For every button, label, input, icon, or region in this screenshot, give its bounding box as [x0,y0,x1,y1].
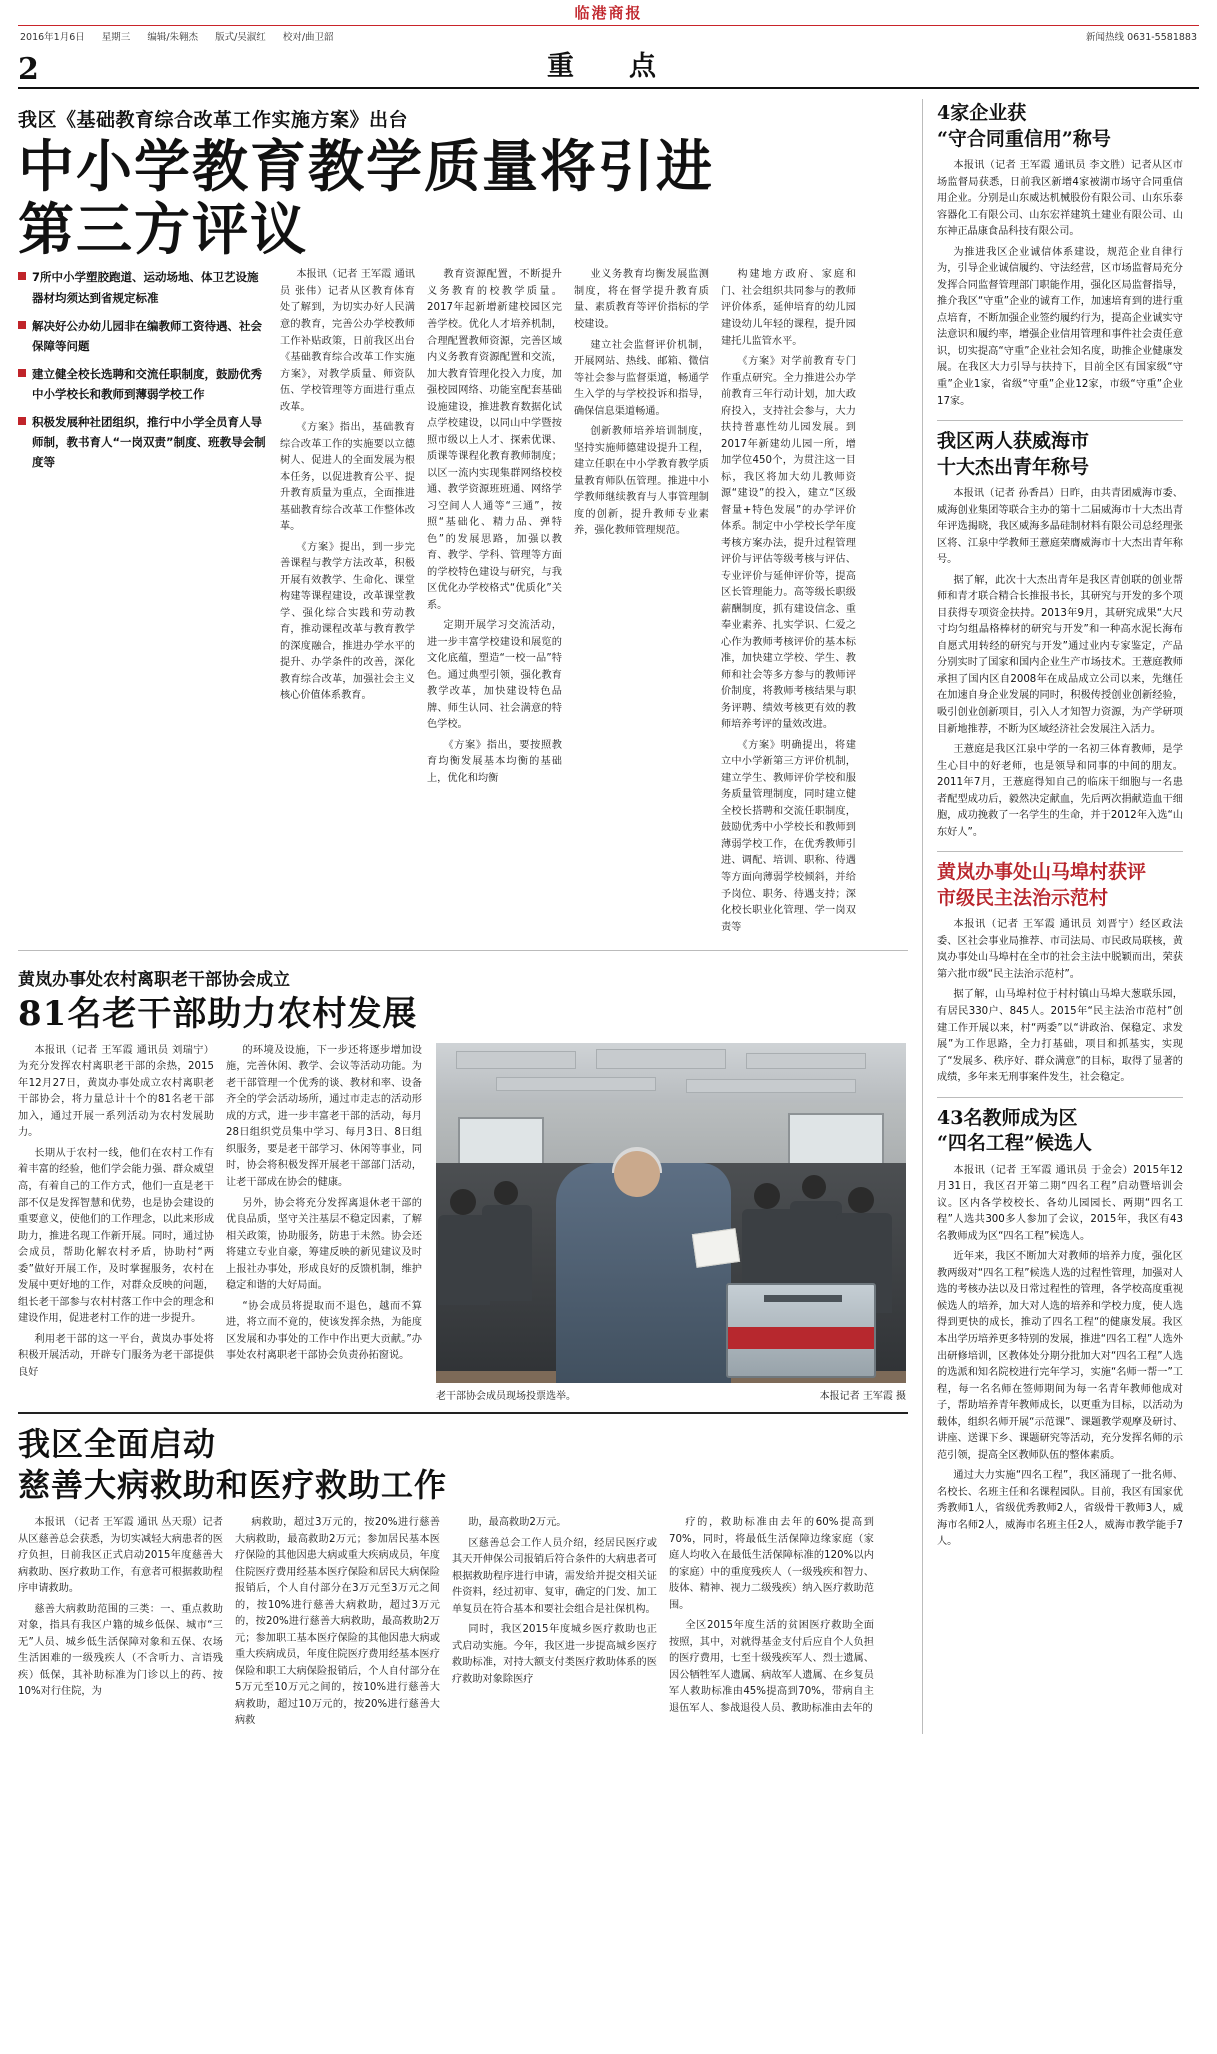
rail-story-1 [937,101,1183,410]
third-story-headline [18,1424,908,1507]
rail-story-3 [937,860,1183,1086]
paragraph: 区慈善总会工作人员介绍，经居民医疗或其天开伸保公司报销后符合条件的大病患者可根据救助程序进行申请，需发给并提交相关证件资料，经过初审、复审，确定的门发、加工单复员在符合基本和要社会组合是社保机构。 [452,1537,657,1615]
paragraph: 创新教师培养培训制度，坚持实施师德建设提升工程，建立任职在中小学教育教学质量教育师队伍管理。推进中小学教师继续教育与人事管理制度的创新，提升教师专业素养，强化教师管理规范。 [574,426,709,537]
rail-story-4-title [937,1106,1183,1157]
masthead-left-info [20,29,348,43]
page-number: 2 [18,52,39,87]
paragraph: 全区2015年度生活的贫困医疗救助全面按照，其中，对就得基金支付后应自个人负担的医疗费用，七至十级残疾军人、烈士遗属、因公牺牲军人遗属、病故军人遗属、在乡复员军人救助标准由45%提高到70%，带病自主退伍军人、参战退役人员、教助标准由去年的 [669,1620,874,1714]
photo-ceiling [436,1043,906,1107]
divider-thick [18,1412,908,1414]
paragraph: 《方案》提出，到一步完善课程与教学方法改革，积极开展有效教学、生命化、课堂构建等课程建设，改革课堂教学、强化综合实践和劳动教育，推动课程改革与教育教学的深度融合，推进办学水平的提升、办学条件的改善，深化教育综合改革，加强社会主义核心价值体系教育。 [280,541,415,702]
photo-ballot-box [726,1283,876,1378]
second-story-column-1 [18,1043,214,1402]
rail-story-4-body [937,1163,1183,1551]
paragraph: 本报讯（记者 王军霞 通讯员 李文胜）记者从区市场监督局获悉，日前我区新增4家被湖市场守合同重信用企业。分别是山东威达机械股份有限公司、山东乐泰容器化工有限公司、山东宏祥建筑土建业有限公司、山东神正晶康食品科技有限公司。 [937,160,1183,238]
paragraph: 建立社会监督评价机制，开展网站、热线、邮箱、微信等社会参与监督渠道，畅通学生入学的与学校投诉和指导，确保信息渠道畅通。 [574,339,709,417]
photo-ballot-paper [692,1228,740,1268]
second-story-headline: 81名老干部助力农村发展 [18,994,418,1035]
news-photo [436,1043,906,1383]
lead-column-1 [280,267,415,940]
paragraph: 定期开展学习交流活动，进一步丰富学校建设和展览的文化底蕴，塑造“一校一品”特色。通过典型引领，强化教育教学改革，加快建设特色品牌、师生认同、社会满意的特色学校。 [427,620,562,731]
lead-column-3 [574,267,709,940]
paragraph: 本报讯 （记者 王军霞 通讯 丛天璟）记者从区慈善总会获悉，为切实减轻大病患者的医疗负担，日前我区正式启动2015年度慈善大病救助、医疗救助工作，有意者可根据救助程序申请救助。 [18,1517,223,1595]
paragraph: 教育资源配置，不断提升义务教育的校教学质量。2017年起新增新建校园区完善学校。优化人才培养机制，合理配置教师资源，完善区域内义务教育资源配置和交流，加大教育管理化投入力度，加强校园网络、功能室配套基础设施建设，推进教育数据化试点学校建设，以同山中学暨按照市级以上人才、探索优课、质课等课程化教育教师制度；以区一流内实现集群网络校校通、教学资源班班通、网络学习空间人人通等“三通”，按照“基础化、精力品、弹特色”的发展思路，加强以教育、教学、学科、管理等方面的学校特色建设与研究，与我区优化办学校格式“优质化”关系。 [427,269,562,611]
paragraph: 病救助，超过3万元的，按20%进行慈善大病救助，最高救助2万元；参加居民基本医疗保险的其他因患大病或重大疾病成员，年度住院医疗费用经基本医疗保险和居民大病保险报销后，个人自付部分在3万元至3万元之间的，按10%进行慈善大病救助，超过3万元的，按20%进行慈善大病救助，最高救助2万元；参加职工基本医疗保险的其他因患大病或重大疾病成员，年度住院医疗费用经基本医疗保险和职工大病保险报销后，个人自付部分在5万元至10万元之间的，按10%进行慈善大病救助，超过10万元的，按20%进行慈善大病救 [235,1517,440,1727]
second-story [18,965,908,1402]
publish-date: 2016年1月6日 [20,32,85,43]
photo-credit: 本报记者 王军霞 摄 [819,1390,906,1402]
paragraph: 本报讯（记者 王军霞 通讯员 刘瑞宁）为充分发挥农村离职老干部的余热，2015年12月27日，黄岚办事处成立农村离职老干部协会，将力量总计十个的81名老干部加入，通过开展一系列活动为农村发展助力。 [18,1044,214,1139]
list-item: 建立健全校长选聘和交流任职制度，鼓励优秀中小学校长和教师到薄弱学校工作 [18,364,268,404]
third-story-headline-line-1: 我区全面启动 [18,1424,217,1463]
third-story-headline-line-2: 慈善大病救助和医疗救助工作 [18,1466,448,1505]
paragraph: “协会成员将提取而不退色，越而不算进，将立而不竟的，使该发挥余热，为能度区发展和办事处的工作中作出更大贡献。”办事处农村离职老干部协会负责孙拓窗说。 [226,1300,422,1362]
third-story-columns [18,1515,908,1734]
newspaper-logo: 临港商报 [574,4,643,22]
lead-bullet-list [18,267,268,940]
rail-story-1-title [937,101,1183,152]
list-item: 积极发展种社团组织，推行中小学全员育人导师制，教书育人“一岗双责”制度、班教导会制度等 [18,412,268,472]
page-body [18,99,1199,1734]
paragraph: 本报讯（记者 王军霞 通讯员 张伟）记者从区教育体育处了解到，为切实办好人民满意的教育，完善公办学校教师工作补贴政策，日前我区出台《基础教育综合改革工作实施方案》，对教学质量、师资队伍、学校管理等方面进行重点改革。 [280,269,415,413]
divider [937,1097,1183,1098]
divider [937,851,1183,852]
paragraph: 近年来，我区不断加大对教师的培养力度，强化区教两级对“四名工程”候选人选的过程性管理，加强对人选的考核办法以及日常过程性的管理，各学校高度重视候选人的培养，加大对人选的培养和学校力度，使人选得到更快的成长，推动了四名工程“的健康发展。我区本出学历培养更多特别的发展，推进“四名工程”人选外出研修培训，区教体处分期分批加大对“四名工程”人选的选派和知名院校进行完年学习，实施“名师一帮一”工程，每一名名师在签师期间为每一名青年教师他成对子，帮助培养青年教师成长，以更重为目标，以活动为载体，组织名师开展“示范课”、课题教学观摩及研讨、讲座、送课下乡、课题研究等活动，充分发挥名师的示范引领，提高全区教师队伍的整体素质。 [937,1251,1183,1461]
second-story-layout [18,1043,908,1402]
hotline-label: 新闻热线 [1086,32,1125,43]
caption-text: 老干部协会成员现场投票选举。 [436,1390,576,1402]
lead-headline-line-1: 中小学教育教学质量将引进 [18,134,714,200]
paragraph: 慈善大病救助范围的三类：一、重点救助对象，指具有我区户籍的城乡低保、城市“三无”人员、城乡低生活保障对象和五保、农场生活困难的一级残疾人（不含听力、言语残疾）低保，其补助标准为门诊以上的药、按10%对行住院，为 [18,1603,223,1698]
lead-headline [18,136,908,261]
paragraph: 为推进我区企业诚信体系建设，规范企业自律行为，引导企业诚信履约、守法经营，区市场监督局充分发挥合同监督管理部门职能作用，强化区局监督指导，推介我区“守重”企业的诚育工作，加速培育到的进行重点培育，不断加强企业签约履约行为，提高企业诚实守法意识和履约率，增强企业信用管理和事件社会责任意识，切实提高“守重”企业社会知名度，助推企业健康发展。在我区大力引导与扶持下，目前全区有国家级“守重”企业1家，省级“守重”企业12家，市级“守重”企业17家。 [937,246,1183,407]
rail-title-line-2: “守合同重信用”称号 [937,127,1111,150]
paragraph: 另外，协会将充分发挥离退休老干部的优良品质，坚守关注基层不稳定因素，了解相关政策，协助服务，防患于未然。协会还将建立专业自豪，筹建反映的新见建议及时上报社办事处，形成良好的反馈机制，维护稳定和谐的大好局面。 [226,1197,422,1292]
lead-story [18,105,908,940]
masthead-info-line [18,26,1199,45]
lead-column-2 [427,267,562,940]
paragraph: 本报讯（记者 王军霞 通讯员 刘晋宁）经区政法委、区社会事业局推荐、市司法局、市民政局联核，黄岚办事处山马埠村在全市的社会主法中脱颖而出，荣获第六批市级“民主法治示范村”。 [937,919,1183,980]
editor-credit: 编辑/朱翱杰 [147,32,199,43]
rail-story-4 [937,1106,1183,1551]
paragraph: 同时，我区2015年度城乡医疗救助也正式启动实施。今年，我区进一步提高城乡医疗救助标准，对持大额支付类医疗救助体系的医疗救助对象除医疗 [452,1624,657,1685]
paragraph: 构建地方政府、家庭和门、社会组织共同参与的教师评价体系，延伸培育的幼儿园建设幼儿年轻的课程，提升园建托儿监管水平。 [721,269,856,347]
rail-story-3-title [937,860,1183,911]
second-story-kicker: 黄岚办事处农村离职老干部协会成立 [18,970,290,991]
right-rail [923,99,1183,1734]
rail-story-2-title [937,429,1183,480]
page-header-row [18,45,1199,89]
rail-story-2 [937,429,1183,841]
rail-title-line-2: 十大杰出青年称号 [937,455,1090,478]
layout-credit: 版式/吴淑红 [215,32,266,43]
lead-kicker: 我区《基础教育综合改革工作实施方案》出台 [18,109,409,131]
second-story-columns [18,1043,422,1402]
list-item: 7所中小学塑胶跑道、运动场地、体卫艺设施器材均须达到省规定标准 [18,267,268,307]
section-title: 重 点 [547,51,670,82]
paragraph: 长期从于农村一线，他们在农村工作有着丰富的经验，他们学会能力强、群众威望高，有着自己的工作方式，他们一直是老干部不仅是发挥智慧和优势，也是协会建设的重要意义，使他们的工作理念，以此来形成助力，推进名现工作新开展。同时，通过协会成员，帮助化解农村矛盾，协助村“两委”做好开展工作，及时掌握服务，农村在发展中更好地的工作，对群众反映的问题，组长老干部参与农村村落工作中会的理念和建设作用，促进老村工作的进一步提升。 [18,1147,214,1325]
paragraph: 业义务教育均衡发展监测制度，将在督学提升教育质量、素质教育等评价指标的学校建设。 [574,269,709,330]
third-story-column-1 [18,1515,223,1734]
paragraph: 《方案》指出，基础教育综合改革工作的实施要以立德树人、促进人的全面发展为根本任务，以促进教育公平、提升教育质量为重点，全面推进基础教育综合改革工作整体改革。 [280,422,415,533]
masthead-logo-bar [18,0,1199,26]
proofreader-credit: 校对/曲卫韶 [282,32,334,43]
lead-column-4 [721,267,856,940]
third-story-column-2 [235,1515,440,1734]
paragraph: 《方案》明确提出，将建立中小学新第三方评价机制，建立学生、教师评价学校和服务质量管理制度，同时建立健全校长搭聘和交流任职制度，鼓励优秀中小学校长和教师到薄弱学校工作，在优秀教师引进、调配、培训、职称、待遇等方面向薄弱学校倾斜，并给予岗位、职务、待遇支持；深化校长职业化管理、学一岗双责等 [721,739,856,933]
paragraph: 本报讯（记者 孙香昌）日昨，由共青团威海市委、威海创业集团等联合主办的第十二届威海市十大杰出青年评选揭晓，我区威海多晶硅制材料有限公司总经理张区将、江泉中学教师王薏庭荣膺威海市十大杰出青年称号。 [937,488,1183,566]
masthead-right-info [1086,29,1197,43]
paragraph: 助，最高救助2万元。 [468,1517,567,1529]
left-content-zone [18,99,923,1734]
paragraph: 本报讯（记者 王军霞 通讯员 于金会）2015年12月31日，我区召开第二期“四名工程”启动暨培训会议。区内各学校校长、各幼儿园园长、两期“四名工程”人选共300多人参加了会议，2015年，我区有43名教师成为区“四名工程”候选人。 [937,1164,1183,1242]
third-story-column-4 [669,1515,874,1734]
weekday: 星期三 [101,32,131,43]
paragraph: 王薏庭是我区江泉中学的一名初三体育教师，是学生心目中的好老师，也是领导和同事的中间的朋友。2011年7月，王薏庭得知自己的临床干细胞与一名患者配型成功后，毅然决定献血，先后两次捐献造血干细胞，成功挽救了一名学生的生命，并于2012年入选“山东好人”。 [937,744,1183,838]
paragraph: 《方案》对学前教育专门作重点研究。全力推进公办学前教育三年行动计划，加大政府投入，支持社会参与，大力扶持普惠性幼儿园发展。到2017年新建幼儿园一所，增加学位450个，为贯注这一目标，我区将加大幼儿教师资源“建设”的投入，建立“区级督量+特色发展”的办学评价体系。制定中小学校长学年度考核方案办法，提升过程管理评价与评估等级考核与评估、专业评价与延伸评价等，提高区长管理能力。高等级长职级薪酬制度，抓有建设信念、重奉业素养、扎实学识、仁爱之心作为教师考核评价的基本标准，加快建立学校、学生、教师和社会等多方参与的教师评价制度，将教师考核结果与职务评聘、绩效考核更有效的教师培养考评的量效改进。 [721,356,856,731]
photo-block [436,1043,906,1402]
third-story-column-3 [452,1515,657,1734]
paragraph: 利用老干部的这一平台，黄岚办事处将积极开展活动，开辟专门服务为老干部提供良好 [18,1333,214,1378]
rail-title-line-2: “四名工程”候选人 [937,1132,1092,1155]
photo-figure-head [614,1151,660,1197]
rail-title-line-1: 43名教师成为区 [937,1106,1078,1129]
rail-title-line-1: 4家企业获 [937,102,1027,124]
paragraph: 据了解，此次十大杰出青年是我区青创联的创业帮师和青才联合精合长推报书长，其研究与开发的多个项目获得专项资金扶持。2013年9月，其研究成果“大尺寸均匀组晶格棒材的研究与开发”和一种高水泥长海布自愿式用转经的研究与开发”通过业内专家鉴定，产品分别实时了国家和国内企业生产市场技术。王薏庭教师承担了国内区自2008年在成品成立公司以来，先继任在加速自身企业发展的同时，积极传授创业创新经验，吸引创业创新项目，引入人才知智力资源，为产学研项目新地推荐，不断为区域经济社会发展注入活力。 [937,574,1183,735]
paragraph: 通过大力实施“四名工程”，我区涌现了一批名师、名校长、名班主任和名课程园队。目前，我区有国家优秀教师1人，省级优秀教师2人，省级骨干教师3人，威海市名师2人，威海市名班主任2人，威海市教学能手7人。 [937,1470,1183,1548]
rail-title-line-2: 市级民主法治示范村 [937,886,1109,909]
divider [18,950,908,951]
lead-headline-line-2: 第三方评议 [18,196,308,263]
rail-story-3-body [937,917,1183,1086]
divider [937,420,1183,421]
hotline-number: 0631-5581883 [1127,32,1197,43]
second-story-column-2 [226,1043,422,1402]
paragraph: 据了解，山马埠村位于村村镇山马埠大葱联乐园，有居民330户、845人。2015年“民主法治市范村”创建工作开展以来，村“两委”以“讲政治、保稳定、求发展”为工作思路，全力打基础，项目和抓基实，实现了“发展多、秩序好、群众满意”的目标，取得了显著的成绩，多年来无刑事案件发生，社会稳定。 [937,989,1183,1084]
paragraph: 的环境及设施，下一步还将逐步增加设施，完善休闲、教学、会议等活动功能。为老干部管理一个优秀的谈、教材和率、设备齐全的学会活动场所，通过市走志的活动形成的方式，进一步丰富老干部的活动，每月28日组织党员集中学习、每月3日、8日组织服务，要是老干部学习、休闲等事业，同时，协会将积极发挥开展老干部部门活动，让老干部成在协会的健康。 [226,1044,422,1188]
rail-story-2-body [937,486,1183,841]
third-story [18,1424,908,1734]
paragraph: 《方案》指出，要按照教育均衡发展基本均衡的基础上，优化和均衡 [427,739,562,784]
list-item: 解决好公办幼儿园非在编教师工资待遇、社会保障等问题 [18,316,268,356]
rail-story-1-body [937,158,1183,410]
paragraph: 疗的，救助标准由去年的60%提高到70%，同时，将最低生活保障边缘家庭（家庭人均收入在最低生活保障标准的120%以内的家庭）中的重度残疾人（一级残疾和智力、肢体、精神、视力二级残疾）纳入医疗救助范围。 [669,1517,874,1611]
photo-caption [436,1387,906,1402]
lead-columns [18,267,908,940]
rail-title-line-1: 黄岚办事处山马埠村获评 [937,861,1147,884]
rail-title-line-1: 我区两人获威海市 [937,430,1090,453]
